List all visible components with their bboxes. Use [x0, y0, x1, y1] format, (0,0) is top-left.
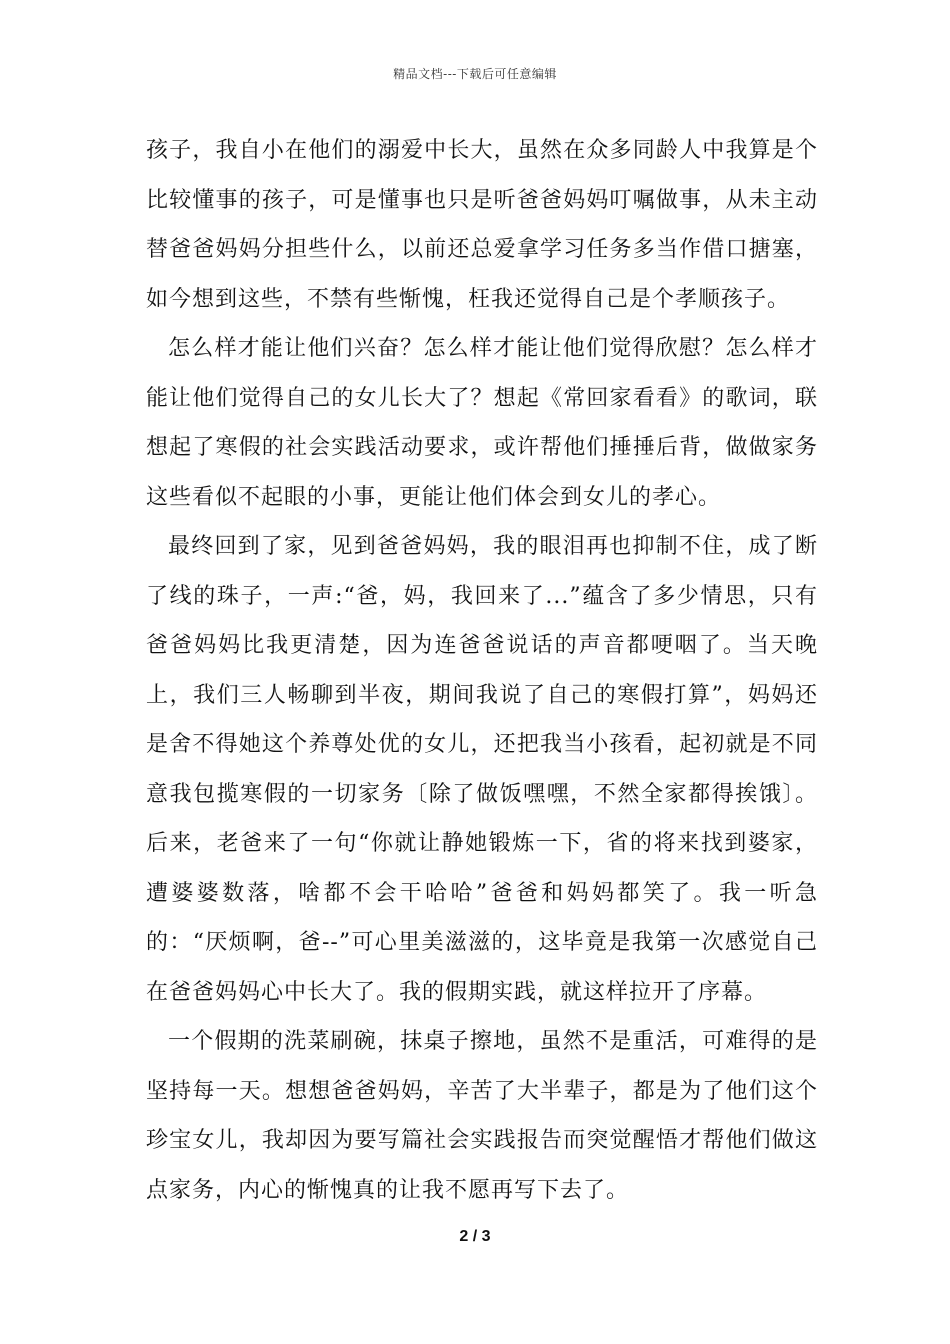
page-header: 精品文档---下载后可任意编辑 [393, 67, 557, 81]
paragraph-1: 孩子，我自小在他们的溺爱中长大，虽然在众多同龄人中我算是个比较懂事的孩子，可是懂事也只是听爸爸妈妈叮嘱做事，从未主动替爸爸妈妈分担些什么，以前还总爱拿学习任务多当作借口搪塞，如今想到这些，不禁有些惭愧，枉我还觉得自己是个孝顺孩子。 [146, 138, 818, 312]
paragraph-2: 怎么样才能让他们兴奋？怎么样才能让他们觉得欣慰？怎么样才能让他们觉得自己的女儿长大了？想起《常回家看看》的歌词，联想起了寒假的社会实践活动要求，或许帮他们捶捶后背，做做家务这些看似不起眼的小事，更能让他们体会到女儿的孝心。 [146, 336, 818, 510]
page-number: 2 / 3 [459, 1228, 491, 1245]
document-body [146, 126, 818, 1215]
paragraph-4: 一个假期的洗菜刷碗，抹桌子擦地，虽然不是重活，可难得的是坚持每一天。想想爸爸妈妈，辛苦了大半辈子，都是为了他们这个珍宝女儿，我却因为要写篇社会实践报告而突觉醒悟才帮他们做这点家务，内心的惭愧真的让我不愿再写下去了。 [146, 1029, 818, 1203]
paragraph-3: 最终回到了家，见到爸爸妈妈，我的眼泪再也抑制不住，成了断了线的珠子，一声:“爸，妈，我回来了...”蕴含了多少情思，只有爸爸妈妈比我更清楚，因为连爸爸说话的声音都哽咽了。当天晚上，我们三人畅聊到半夜，期间我说了自己的寒假打算”，妈妈还是舍不得她这个养尊处优的女儿，还把我当小孩看，起初就是不同意我包揽寒假的一切家务〔除了做饭嘿嘿，不然全家都得挨饿〕。后来，老爸来了一句“你就让静她锻炼一下，省的将来找到婆家，遭婆婆数落，啥都不会干哈哈”爸爸和妈妈都笑了。我一听急的：“厌烦啊，爸--”可心里美滋滋的，这毕竟是我第一次感觉自己在爸爸妈妈心中长大了。我的假期实践，就这样拉开了序幕。 [146, 534, 818, 1005]
